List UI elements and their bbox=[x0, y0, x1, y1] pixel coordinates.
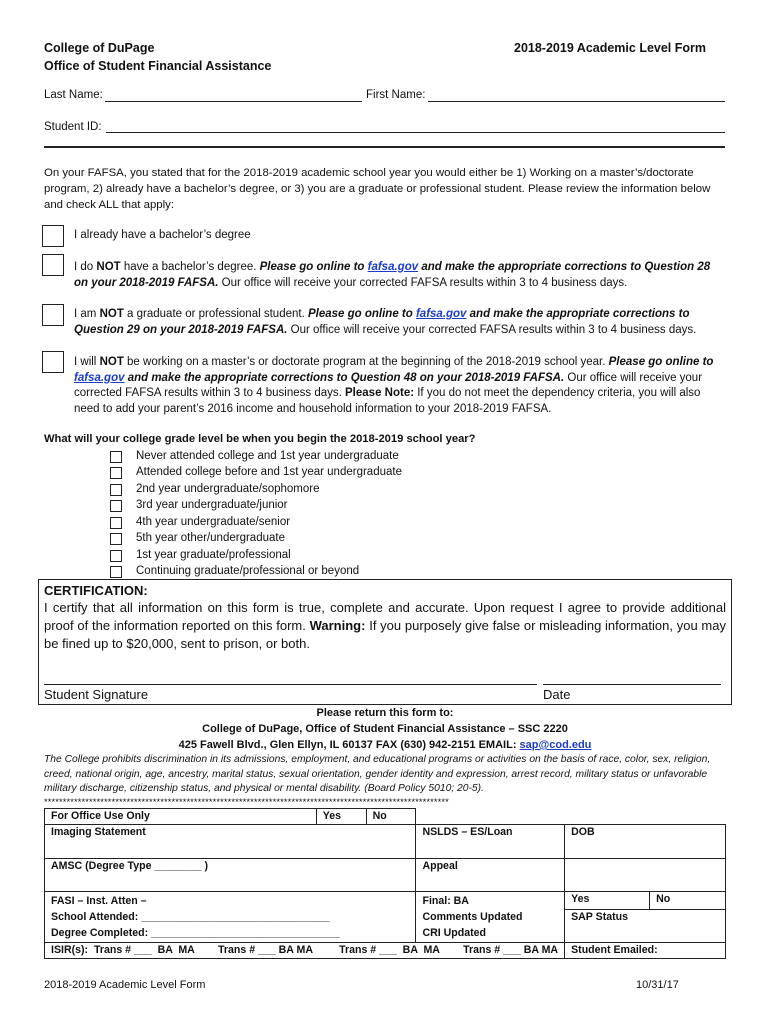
footer-form-name: 2018-2019 Academic Level Form bbox=[44, 979, 206, 991]
office-no-header: No bbox=[366, 809, 416, 825]
fafsa-link-3[interactable]: fafsa.gov bbox=[74, 371, 125, 384]
grade-checkbox[interactable] bbox=[110, 566, 122, 578]
certification-heading: CERTIFICATION: bbox=[44, 583, 148, 598]
grade-checkbox[interactable] bbox=[110, 533, 122, 545]
signature-line[interactable] bbox=[44, 684, 537, 685]
nondiscrimination-policy: The College prohibits discrimination in its admissions, employment, and educational programs or activities on the basis of race, color, sex, religion, creed, national origin, age, ancestry, marital status, sexual orientation, gender identity and expression, arrest record, military status or unfavorable military discharge, citizenship status, and physical or mental disability. (Board Policy 5010; 20-5). bbox=[44, 754, 711, 794]
certification-text: I certify that all information on this form is true, complete and accurate. Upon request I agree to provide additional proof of the information reported on this form. Warning: If you purposely give false or misleading information, you may be fined up to $20,000, sent to prison, or both. bbox=[44, 600, 726, 651]
grade-option: Attended college before and 1st year undergraduate bbox=[136, 466, 402, 478]
return-heading: Please return this form to: bbox=[316, 707, 454, 719]
nslds-loan: NSLDS – ES/Loan bbox=[416, 825, 565, 859]
sap-status-cell: Yes No SAP Status bbox=[565, 892, 726, 943]
dob-cell: DOB bbox=[565, 825, 726, 859]
last-name-field[interactable] bbox=[105, 101, 362, 102]
isir-transactions: ISIR(s): Trans # ___ BA MA Trans # ___ BA MA Trans # ___ BA MA Trans # ___ BA MA bbox=[45, 943, 565, 959]
grade-option: 1st year graduate/professional bbox=[136, 549, 291, 561]
option-not-masters: I will NOT be working on a master’s or doctorate program at the beginning of the 2018-2019 school year. Please go online to fafsa.gov and make the appropriate corrections to Question 48 on your 2018-2019 FAFSA. Our office will receive your corrected FAFSA results within 3 to 4 business days. Please Note: If you do not meet the dependency criteria, you will also need to add your parent’s 2016 income and household information to your 2018-2019 FAFSA. bbox=[74, 356, 714, 415]
office-yes-header: Yes bbox=[316, 809, 366, 825]
fafsa-link-2[interactable]: fafsa.gov bbox=[415, 308, 467, 320]
grade-option: Never attended college and 1st year undergraduate bbox=[136, 450, 399, 462]
signature-label: Student Signature bbox=[44, 687, 149, 702]
email-link[interactable]: sap@cod.edu bbox=[519, 739, 592, 751]
date-label: Date bbox=[543, 687, 571, 702]
imaging-statement: Imaging Statement bbox=[45, 825, 416, 859]
grade-checkbox[interactable] bbox=[110, 500, 122, 512]
option-not-graduate: I am NOT a graduate or professional student. Please go online to fafsa.gov and make the appropriate corrections to Question 29 on your 2018-2019 FAFSA. Our office will receive your corrected FAFSA results within 3 to 4 business days. bbox=[74, 308, 697, 336]
grade-checkbox[interactable] bbox=[110, 517, 122, 529]
grade-option: 3rd year undergraduate/junior bbox=[136, 499, 288, 511]
grade-option: 5th year other/undergraduate bbox=[136, 532, 285, 544]
grade-checkbox[interactable] bbox=[110, 484, 122, 496]
separator-stars: ************************************************************************************************************ bbox=[44, 796, 449, 807]
checkbox-not-graduate[interactable] bbox=[42, 304, 64, 326]
office-name: Office of Student Financial Assistance bbox=[44, 59, 272, 73]
amsc-degree-type: AMSC (Degree Type ________ ) bbox=[45, 859, 416, 892]
section-divider bbox=[44, 146, 725, 148]
option-has-bachelors: I already have a bachelor’s degree bbox=[74, 229, 251, 241]
office-use-table bbox=[44, 808, 726, 959]
grade-checkbox[interactable] bbox=[110, 467, 122, 479]
student-emailed: Student Emailed: bbox=[565, 943, 726, 959]
college-name: College of DuPage bbox=[44, 41, 155, 55]
grade-option: 2nd year undergraduate/sophomore bbox=[136, 483, 320, 495]
final-ba-cell: Final: BA Comments Updated CRI Updated bbox=[416, 892, 565, 943]
office-use-label: For Office Use Only bbox=[45, 809, 317, 825]
fasi-cell: FASI – Inst. Atten – School Attended: ________________________________ Degree Completed: ________________________________ bbox=[45, 892, 416, 943]
student-id-field[interactable] bbox=[106, 132, 725, 133]
checkbox-has-bachelors[interactable] bbox=[42, 225, 64, 247]
date-line[interactable] bbox=[543, 684, 721, 685]
return-address-line: College of DuPage, Office of Student Financial Assistance – SSC 2220 bbox=[202, 723, 568, 735]
first-name-label: First Name: bbox=[366, 89, 426, 101]
checkbox-not-masters[interactable] bbox=[42, 351, 64, 373]
intro-paragraph: On your FAFSA, you stated that for the 2018-2019 academic school year you would either be 1) Working on a master’s/doctorate program, 2) already have a bachelor’s degree, or 3) you are a graduate or professional student. Please review the information below and check ALL that apply: bbox=[44, 167, 711, 211]
first-name-field[interactable] bbox=[428, 101, 725, 102]
option-no-bachelors: I do NOT have a bachelor’s degree. Please go online to fafsa.gov and make the appropriate corrections to Question 28 on your 2018-2019 FAFSA. Our office will receive your corrected FAFSA results within 3 to 4 business days. bbox=[74, 261, 711, 289]
grade-option: 4th year undergraduate/senior bbox=[136, 516, 291, 528]
form-title: 2018-2019 Academic Level Form bbox=[514, 41, 707, 55]
last-name-label: Last Name: bbox=[44, 89, 103, 101]
grade-option: Continuing graduate/professional or beyond bbox=[136, 565, 360, 577]
fafsa-link-1[interactable]: fafsa.gov bbox=[367, 261, 419, 273]
appeal-cell: Appeal bbox=[416, 859, 565, 892]
checkbox-no-bachelors[interactable] bbox=[42, 254, 64, 276]
student-id-label: Student ID: bbox=[44, 121, 102, 133]
grade-checkbox[interactable] bbox=[110, 451, 122, 463]
grade-question: What will your college grade level be when you begin the 2018-2019 school year? bbox=[44, 433, 476, 445]
footer-date: 10/31/17 bbox=[636, 979, 679, 991]
grade-checkbox[interactable] bbox=[110, 550, 122, 562]
return-contact-line: 425 Fawell Blvd., Glen Ellyn, IL 60137 FAX (630) 942-2151 EMAIL: sap@cod.edu bbox=[178, 739, 592, 751]
